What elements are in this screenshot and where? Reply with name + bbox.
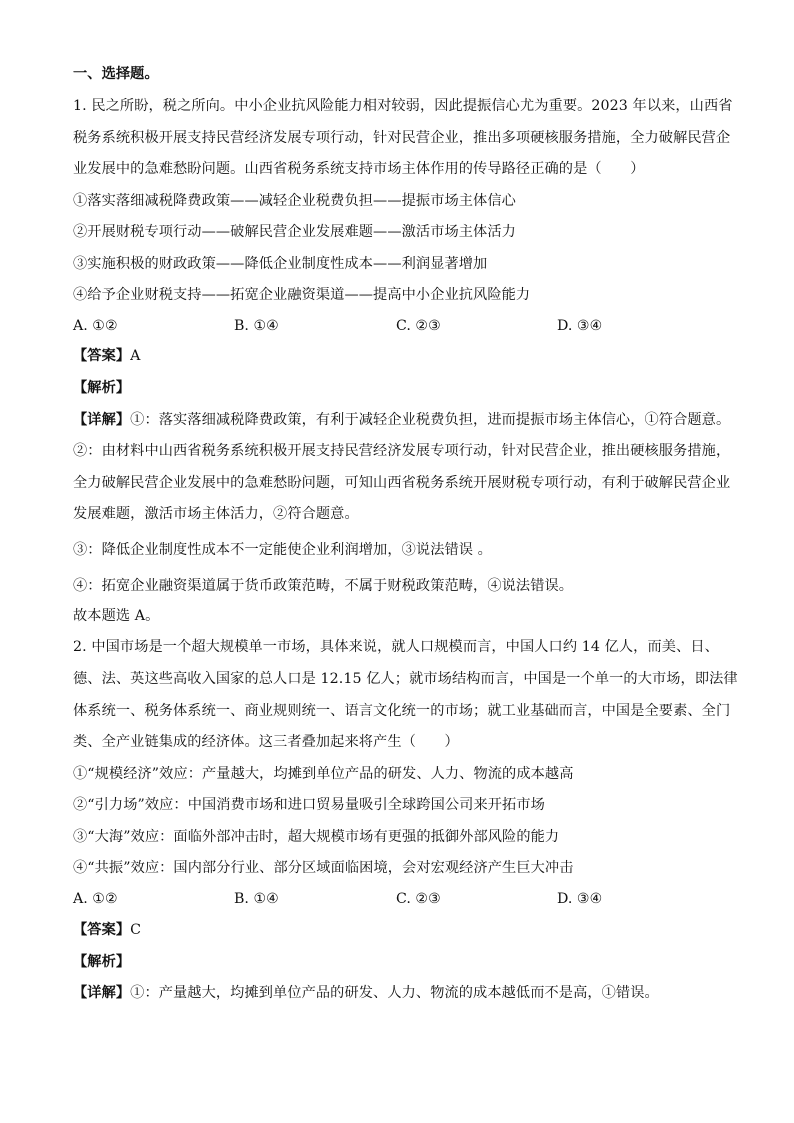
- q1-stem-line-1: 1. 民之所盼，税之所向。中小企业抗风险能力相对较弱，因此提振信心尤为重要。2023 年以来，山西省: [73, 98, 733, 114]
- q2-option-c: C. ②③: [396, 891, 441, 907]
- q1-option-d: D. ③④: [557, 318, 603, 334]
- q1-answer: [73, 346, 723, 366]
- detail-text: ①：产量越大，均摊到单位产品的研发、人力、物流的成本越低而不是高，①错误。: [130, 985, 659, 1001]
- detail-tag: 【详解】: [73, 985, 131, 1001]
- q1-detail-line-6: ④：拓宽企业融资渠道属于货币政策范畴，不属于财税政策范畴，④说法错误。: [73, 578, 574, 594]
- q2-statement-4: ④“共振”效应：国内部分行业、部分区域面临困境，会对宏观经济产生巨大冲击: [73, 860, 574, 876]
- analysis-tag: 【解析】: [73, 380, 131, 396]
- q2-statement-1: ①“规模经济”效应：产量越大，均摊到单位产品的研发、人力、物流的成本越高: [73, 766, 574, 782]
- q2-option-a: A. ①②: [73, 891, 118, 907]
- q1-option-b: B. ①④: [234, 318, 279, 334]
- answer-tag: 【答案】: [73, 922, 131, 938]
- q1-statement-1: ①落实落细减税降费政策——减轻企业税费负担——提振市场主体信心: [73, 193, 516, 209]
- q2-option-b: B. ①④: [234, 891, 279, 907]
- q2-answer: [73, 920, 723, 940]
- q2-option-d: D. ③④: [557, 891, 603, 907]
- q1-option-c: C. ②③: [396, 318, 441, 334]
- q2-statement-3: ③“大海”效应：面临外部冲击时，超大规模市场有更强的抵御外部风险的能力: [73, 829, 560, 845]
- q1-statement-2: ②开展财税专项行动——破解民营企业发展难题——激活市场主体活力: [73, 224, 516, 240]
- q1-detail-line-1: [73, 410, 731, 430]
- q1-detail-line-3: 全力破解民营企业发展中的急难愁盼问题，可知山西省税务系统开展财税专项行动，有利于破解民营企业: [73, 475, 731, 491]
- detail-text: ①：落实落细减税降费政策，有利于减轻企业税费负担，进而提振市场主体信心，①符合题意。: [130, 412, 731, 428]
- q1-stem-line-3: 业发展中的急难愁盼问题。山西省税务系统支持市场主体作用的传导路径正确的是（ ）: [73, 161, 645, 177]
- q2-stem-line-2: 德、法、英这些高收入国家的总人口是 12.15 亿人；就市场结构而言，中国是一个单一的大市场，即法律: [73, 671, 738, 687]
- q1-statement-4: ④给予企业财税支持——拓宽企业融资渠道——提高中小企业抗风险能力: [73, 287, 531, 303]
- q2-statement-2: ②“引力场”效应：中国消费市场和进口贸易量吸引全球跨国公司来开拓市场: [73, 797, 545, 813]
- answer-value: C: [130, 922, 142, 938]
- q1-detail-line-5: ③：降低企业制度性成本不一定能使企业利润增加，③说法错误 。: [73, 542, 492, 558]
- q1-conclusion: 故本题选 A。: [73, 608, 160, 624]
- q1-stem-line-2: 税务系统积极开展支持民营经济发展专项行动，针对民营企业，推出多项硬核服务措施，全力破解民营企: [73, 130, 731, 146]
- q2-detail-line-1: [73, 983, 723, 1003]
- q2-stem-line-3: 体系统一、税务体系统一、商业规则统一、语言文化统一的市场；就工业基础而言，中国是全要素、全门: [73, 703, 731, 719]
- q1-detail-line-4: 发展难题，激活市场主体活力，②符合题意。: [73, 506, 359, 522]
- answer-tag: 【答案】: [73, 348, 131, 364]
- analysis-tag: 【解析】: [73, 954, 131, 970]
- q2-stem-line-1: 2. 中国市场是一个超大规模单一市场，具体来说，就人口规模而言，中国人口约 14 亿人，而美、日、: [73, 639, 719, 655]
- section-title: 一、选择题。: [73, 66, 159, 82]
- answer-value: A: [130, 348, 141, 364]
- q1-statement-3: ③实施积极的财政政策——降低企业制度性成本——利润显著增加: [73, 256, 488, 272]
- detail-tag: 【详解】: [73, 412, 131, 428]
- q1-analysis-heading: [73, 378, 723, 398]
- q1-detail-line-2: ②：由材料中山西省税务系统积极开展支持民营经济发展专项行动，针对民营企业，推出硬核服务措施，: [73, 443, 731, 459]
- q1-option-a: A. ①②: [73, 318, 118, 334]
- q2-analysis-heading: [73, 952, 723, 972]
- q2-stem-line-4: 类、全产业链集成的经济体。这三者叠加起来将产生（ ）: [73, 734, 459, 750]
